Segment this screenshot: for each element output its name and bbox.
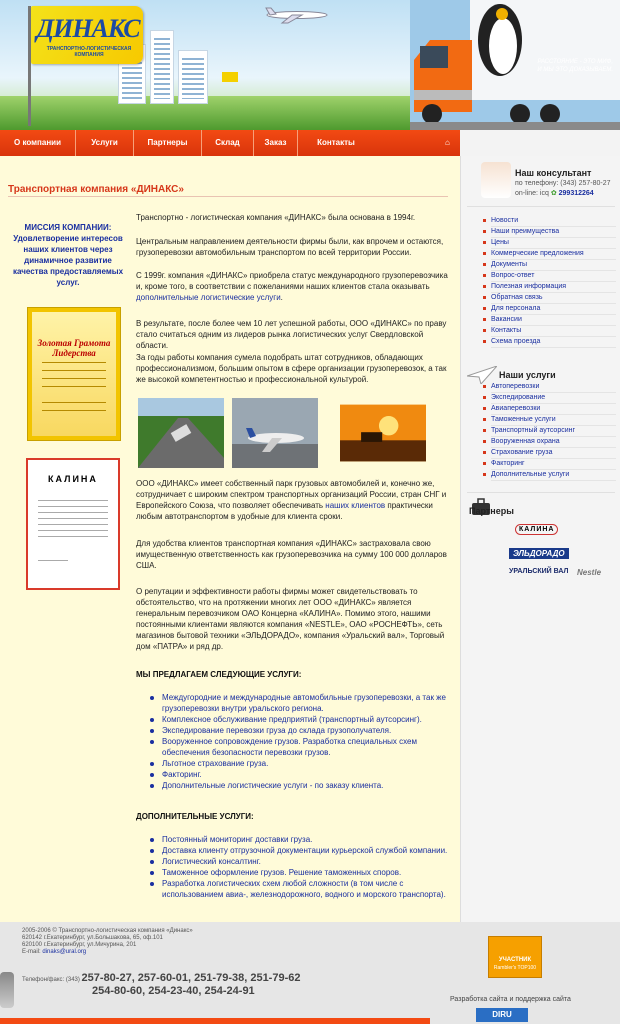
letter-logo: КАЛИНА bbox=[48, 474, 98, 484]
sidebar-menu-item[interactable]: Коммерческие предложения bbox=[491, 249, 616, 260]
sidebar-menu-item[interactable]: Для персонала bbox=[491, 304, 616, 315]
phone-numbers-2: 254-80-60, 254-23-40, 254-24-91 bbox=[92, 985, 255, 997]
rambler-top100-badge[interactable] bbox=[488, 936, 542, 978]
partner-logo-eldorado[interactable]: ЭЛЬДОРАДО bbox=[509, 548, 569, 559]
extra-services-list bbox=[136, 834, 450, 900]
diploma-title: Золотая Грамота Лидерства bbox=[37, 338, 111, 358]
services-list bbox=[136, 692, 450, 791]
paragraph-6-end: практически любым автотранспортом в удобные для клиента сроки. bbox=[136, 501, 433, 521]
sidebar-menu-item[interactable]: Обратная связь bbox=[491, 293, 616, 304]
sidebar-service-item[interactable]: Факторинг bbox=[491, 459, 616, 470]
paragraph-3-text: С 1999г. компания «ДИНАКС» приобрела статус международного грузоперевозчика и, кроме того, в соответствии с пожеланиями наших клиентов стала оказывать bbox=[136, 271, 448, 291]
nav-item-services[interactable]: Услуги bbox=[76, 130, 134, 156]
footer-address-2: 620100 г.Екатеринбург, ул.Мичурина, 201 bbox=[22, 942, 137, 948]
title-divider bbox=[8, 196, 448, 197]
slogan bbox=[535, 58, 613, 74]
sidebar-divider bbox=[467, 492, 615, 493]
consultant-icq bbox=[515, 189, 594, 197]
badge-top-text: УЧАСТНИК bbox=[498, 957, 532, 963]
mission-text: Удовлетворение интересов наших клиентов через динамичное развитие качества предоставляемых услуг. bbox=[12, 234, 124, 287]
logo-subtitle: ТРАНСПОРТНО-ЛОГИСТИЧЕСКАЯ КОМПАНИЯ bbox=[46, 46, 132, 58]
paragraph-3 bbox=[136, 270, 450, 303]
sidebar-menu-item[interactable]: Полезная информация bbox=[491, 282, 616, 293]
sidebar-menu-item[interactable]: Новости bbox=[491, 216, 616, 227]
email-link[interactable]: dinaks@ural.org bbox=[42, 949, 87, 955]
sidebar-service-item[interactable]: Дополнительные услуги bbox=[491, 470, 616, 481]
mobile-phone-icon bbox=[0, 972, 14, 1008]
nav-item-warehouse[interactable]: Склад bbox=[202, 130, 254, 156]
nav-item-order[interactable]: Заказ bbox=[254, 130, 298, 156]
mission-block bbox=[8, 222, 128, 288]
slogan-line-1: РАССТОЯНИЕ - ЭТО МИФ, bbox=[537, 59, 613, 65]
extra-services-heading: ДОПОЛНИТЕЛЬНЫЕ УСЛУГИ: bbox=[136, 812, 254, 821]
developer-credit: Разработка сайта и поддержка сайта bbox=[450, 996, 571, 1003]
service-item[interactable]: Вооруженное сопровождение грузов. Разработка специальных схем обеспечения безопасности перевозки грузов. bbox=[136, 736, 450, 758]
extra-service-item[interactable]: Разработка логистических схем любой сложности (в том числе с использованием авиа-, железнодорожного, водного и морского транспорта). bbox=[136, 878, 450, 900]
paragraph-2: Центральным направлением деятельности фирмы были, как впрочем и остаются, грузоперевозки автомобильным транспортом по всей территории России. bbox=[136, 237, 444, 257]
consultant-title: Наш консультант bbox=[515, 168, 592, 178]
partner-logo-nestle[interactable]: Nestle bbox=[577, 568, 602, 577]
grass-background bbox=[0, 96, 440, 130]
logo-text[interactable]: ДИНАКС bbox=[36, 14, 140, 43]
main-content bbox=[0, 156, 460, 922]
paragraph-1: Транспортно - логистическая компания «ДИНАКС» была основана в 1994г. bbox=[136, 213, 416, 222]
nav-right-spacer bbox=[460, 130, 620, 156]
icq-label: on-line: icq bbox=[515, 190, 549, 197]
sidebar-service-item[interactable]: Авиаперевозки bbox=[491, 404, 616, 415]
paragraph-4: В результате, после более чем 10 лет успешной работы, ООО «ДИНАКС» по праву стало считаться одним из лидеров рынка логистических услуг Свердловской области. bbox=[136, 319, 447, 350]
building-image bbox=[150, 30, 174, 104]
diploma-image[interactable] bbox=[28, 308, 120, 440]
service-item[interactable]: Междугородние и международные автомобильные грузоперевозки, а так же грузоперевозки внутри уральского региона. bbox=[136, 692, 450, 714]
extra-service-item[interactable]: Таможенное оформление грузов. Решение таможенных споров. bbox=[136, 867, 450, 878]
email-label: E-mail: bbox=[22, 949, 41, 955]
sidebar-service-item[interactable]: Страхование груза bbox=[491, 448, 616, 459]
airplane-icon bbox=[262, 6, 332, 24]
sidebar-service-item[interactable]: Транспортный аутсорсинг bbox=[491, 426, 616, 437]
icq-number[interactable]: 299312264 bbox=[558, 190, 594, 197]
paragraph-6-text: ООО «ДИНАКС» имеет собственный парк грузовых автомобилей и, конечно же, сотрудничает с широким спектром транспортных организаций России, стран СНГ и Европейского Союза, что позволяет обеспечивать bbox=[136, 479, 447, 510]
nav-item-contacts[interactable]: Контакты bbox=[317, 138, 355, 147]
main-nav bbox=[0, 130, 460, 156]
partner-logo-kalina[interactable]: КАЛИНА bbox=[515, 524, 558, 535]
footer-phones bbox=[22, 972, 300, 984]
footer-email-row bbox=[22, 949, 86, 956]
partners-title: Партнеры bbox=[469, 506, 514, 516]
small-flag-icon bbox=[222, 72, 238, 82]
additional-services-link[interactable]: дополнительные логистические услуги bbox=[136, 293, 281, 302]
sidebar-service-item[interactable]: Автоперевозки bbox=[491, 382, 616, 393]
consultant-phone: по телефону: (343) 257-80-27 bbox=[515, 180, 611, 187]
page-title: Транспортная компания «ДИНАКС» bbox=[8, 184, 184, 195]
paragraph-6 bbox=[136, 478, 450, 522]
sidebar-menu-item[interactable]: Схема проезда bbox=[491, 337, 616, 348]
photo-truck-road[interactable] bbox=[138, 398, 224, 468]
extra-service-item[interactable]: Доставка клиенту отгрузочной документации курьерской службой компании. bbox=[136, 845, 450, 856]
service-item[interactable]: Факторинг. bbox=[136, 769, 450, 780]
sidebar-divider bbox=[467, 206, 615, 207]
consultant-avatar bbox=[481, 162, 511, 198]
sidebar-menu-item[interactable]: Документы bbox=[491, 260, 616, 271]
sidebar-service-item[interactable]: Вооруженная охрана bbox=[491, 437, 616, 448]
sidebar-service-item[interactable]: Экспедирование bbox=[491, 393, 616, 404]
home-icon[interactable]: ⌂ bbox=[445, 138, 450, 147]
extra-service-item[interactable]: Постоянный мониторинг доставки груза. bbox=[136, 834, 450, 845]
sidebar-menu-item[interactable]: Наши преимущества bbox=[491, 227, 616, 238]
paragraph-7: Для удобства клиентов транспортная компания «ДИНАКС» застраховала свою имущественную ответственность как грузоперевозчика на сумму 100 000 долларов США. bbox=[136, 539, 447, 570]
paragraph-5: За годы работы компания сумела подобрать штат сотрудников, обладающих профессионализмом, большим опытом в сфере организации грузоперевозок, а так же высокой компетентностью и профессиональной культурой. bbox=[136, 353, 447, 384]
sidebar-menu-item[interactable]: Контакты bbox=[491, 326, 616, 337]
extra-service-item[interactable]: Логистический консалтинг. bbox=[136, 856, 450, 867]
footer-address-1: 620142 г.Екатеринбург, ул.Большакова, 65, оф.101 bbox=[22, 935, 163, 941]
letter-image[interactable] bbox=[26, 458, 120, 590]
phone-label: Телефон/факс: (343) bbox=[22, 977, 80, 983]
services-sidebar-title: Наши услуги bbox=[499, 370, 556, 380]
photo-airplane[interactable] bbox=[232, 398, 318, 468]
sidebar-menu-item[interactable]: Цены bbox=[491, 238, 616, 249]
sidebar-menu bbox=[491, 216, 616, 348]
nav-item-about[interactable]: О компании bbox=[0, 130, 76, 156]
developer-logo[interactable]: DIRU bbox=[476, 1008, 528, 1022]
icq-flower-icon: ✿ bbox=[550, 190, 557, 197]
paragraph-3-end: . bbox=[280, 293, 283, 302]
badge-bottom-text: Rambler's TOP100 bbox=[493, 965, 537, 971]
services-sidebar-menu bbox=[491, 382, 616, 481]
paragraph-8: О репутации и эффективности работы фирмы может свидетельствовать то обстоятельство, что на протяжении многих лет ООО «ДИНАКС» является генеральным перевозчиком ОАО Концерна «КАЛИНА». Помимо этого, нашими постоянными клиентами являются компания «NESTLE», ОАО «РОСНЕФТЬ», сеть магазинов бытовой техники «ЭЛЬДОРАДО», компания «Уральский вал», Торговый дом «ПАТРА» и ряд др. bbox=[136, 587, 445, 651]
sidebar-menu-item[interactable]: Вакансии bbox=[491, 315, 616, 326]
sidebar-service-item[interactable]: Таможенные услуги bbox=[491, 415, 616, 426]
building-image bbox=[178, 50, 208, 104]
partner-logo-uralskiy-val[interactable]: УРАЛЬСКИЙ ВАЛ bbox=[509, 568, 569, 575]
mission-title: МИССИЯ КОМПАНИИ: bbox=[24, 223, 112, 232]
footer bbox=[0, 922, 620, 1024]
service-item[interactable]: Дополнительные логистические услуги - по заказу клиента. bbox=[136, 780, 450, 791]
service-item[interactable]: Экспедирование перевозки груза до склада грузополучателя. bbox=[136, 725, 450, 736]
service-item[interactable]: Льготное страхование груза. bbox=[136, 758, 450, 769]
nav-item-partners[interactable]: Партнеры bbox=[134, 130, 202, 156]
photo-truck-sunset[interactable] bbox=[340, 398, 426, 468]
header bbox=[0, 0, 620, 130]
sidebar-menu-item[interactable]: Вопрос-ответ bbox=[491, 271, 616, 282]
slogan-line-2: И МЫ ЭТО ДОКАЗЫВАЕМ. bbox=[537, 67, 613, 73]
service-item[interactable]: Комплексное обслуживание предприятий (транспортный аутсорсинг). bbox=[136, 714, 450, 725]
services-heading: МЫ ПРЕДЛАГАЕМ СЛЕДУЮЩИЕ УСЛУГИ: bbox=[136, 670, 302, 679]
footer-copyright: 2005-2006 © Транспортно-логистическая компания «Динакс» bbox=[22, 928, 193, 934]
phone-numbers-1: 257-80-27, 257-60-01, 251-79-38, 251-79-62 bbox=[81, 972, 301, 984]
our-clients-link[interactable]: наших клиентов bbox=[325, 501, 386, 510]
footer-accent-bar bbox=[0, 1018, 430, 1024]
sidebar bbox=[460, 156, 620, 922]
